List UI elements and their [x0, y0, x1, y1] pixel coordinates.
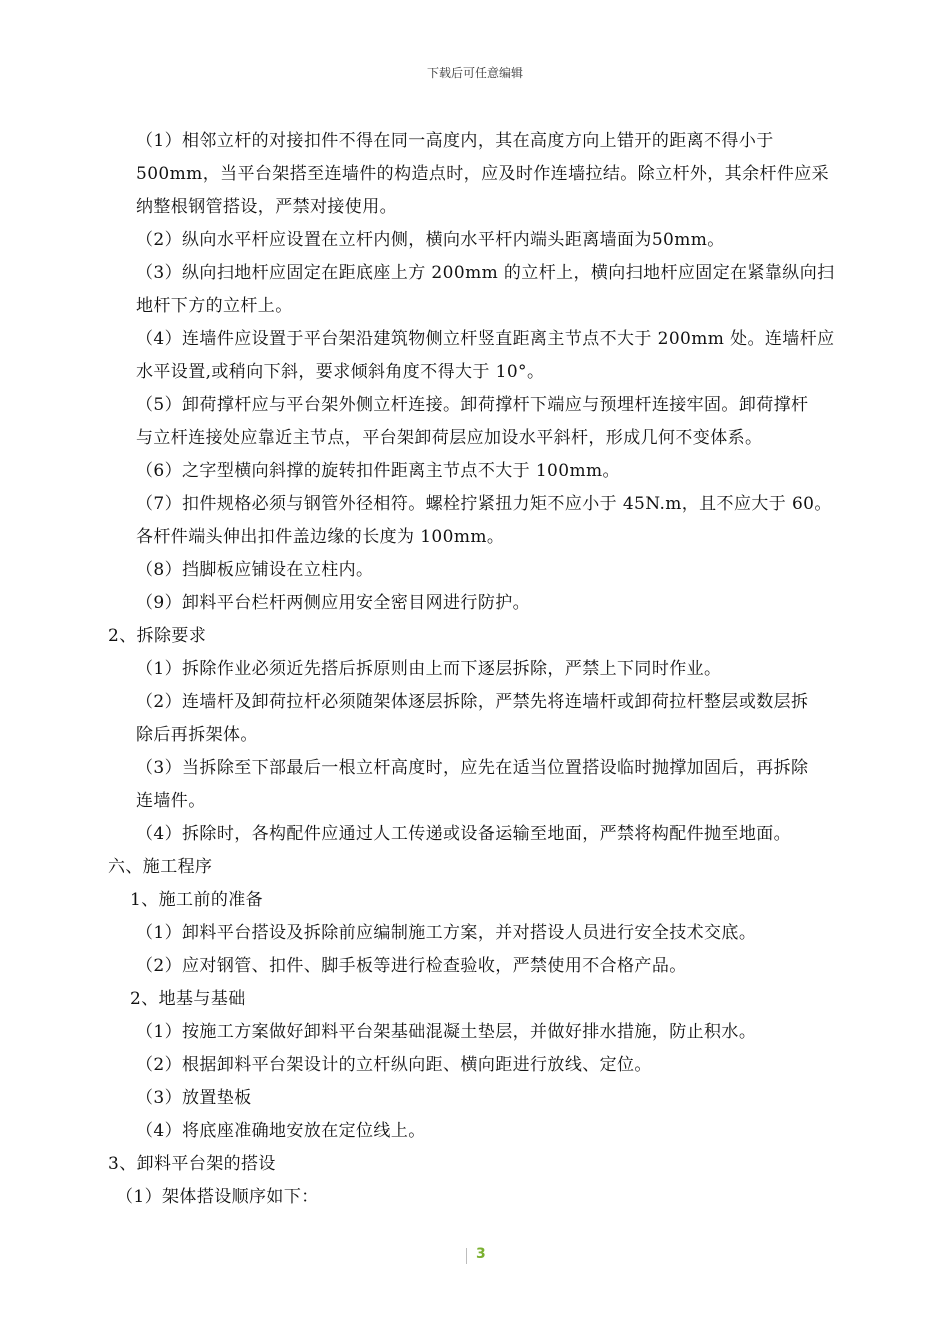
paragraph-line: （1）架体搭设顺序如下： [116, 1187, 319, 1207]
paragraph-line: （1）按施工方案做好卸料平台架基础混凝土垫层，并做好排水措施，防止积水。 [136, 1022, 757, 1042]
paragraph-line: 连墙件。 [136, 791, 206, 811]
page-number: 3 [476, 1246, 486, 1262]
paragraph-line: 水平设置,或稍向下斜，要求倾斜角度不得大于 10°。 [136, 362, 545, 382]
paragraph-line: （6）之字型横向斜撑的旋转扣件距离主节点不大于 100mm。 [136, 461, 620, 481]
paragraph-line: 500mm，当平台架搭至连墙件的构造点时，应及时作连墙拉结。除立杆外，其余杆件应采 [136, 164, 830, 184]
section-heading: 2、地基与基础 [130, 989, 246, 1009]
paragraph-line: （3）当拆除至下部最后一根立杆高度时，应先在适当位置搭设临时抛撑加固后，再拆除 [136, 758, 809, 778]
section-heading: 2、拆除要求 [108, 626, 207, 646]
paragraph-line: （1）相邻立杆的对接扣件不得在同一高度内，其在高度方向上错开的距离不得小于 [136, 131, 774, 151]
paragraph-line: 除后再拆架体。 [136, 725, 258, 745]
paragraph-line: （9）卸料平台栏杆两侧应用安全密目网进行防护。 [136, 593, 531, 613]
section-heading: 1、施工前的准备 [130, 890, 264, 910]
paragraph-line: （2）纵向水平杆应设置在立杆内侧，横向水平杆内端头距离墙面为50mm。 [136, 230, 725, 250]
paragraph-line: 与立杆连接处应靠近主节点，平台架卸荷层应加设水平斜杆，形成几何不变体系。 [136, 428, 763, 448]
paragraph-line: （1）拆除作业必须近先搭后拆原则由上而下逐层拆除，严禁上下同时作业。 [136, 659, 722, 679]
paragraph-line: （3）纵向扫地杆应固定在距底座上方 200mm 的立杆上，横向扫地杆应固定在紧靠纵向扫 [136, 263, 835, 283]
footer-divider [466, 1248, 467, 1264]
paragraph-line: （8）挡脚板应铺设在立柱内。 [136, 560, 374, 580]
paragraph-line: （4）拆除时，各构配件应通过人工传递或设备运输至地面，严禁将构配件抛至地面。 [136, 824, 792, 844]
paragraph-line: （4）连墙件应设置于平台架沿建筑物侧立杆竖直距离主节点不大于 200mm 处。连墙杆应 [136, 329, 835, 349]
paragraph-line: （4）将底座准确地安放在定位线上。 [136, 1121, 426, 1141]
page-header: 下载后可任意编辑 [426, 66, 523, 80]
chapter-heading: 六、施工程序 [108, 857, 213, 877]
paragraph-line: 地杆下方的立杆上。 [136, 296, 293, 316]
paragraph-line: （3）放置垫板 [136, 1088, 252, 1108]
paragraph-line: 各杆件端头伸出扣件盖边缘的长度为 100mm。 [136, 527, 505, 547]
paragraph-line: （2）根据卸料平台架设计的立杆纵向距、横向距进行放线、定位。 [136, 1055, 652, 1075]
paragraph-line: （1）卸料平台搭设及拆除前应编制施工方案，并对搭设人员进行安全技术交底。 [136, 923, 757, 943]
paragraph-line: 纳整根钢管搭设，严禁对接使用。 [136, 197, 397, 217]
section-heading: 3、卸料平台架的搭设 [108, 1154, 276, 1174]
paragraph-line: （7）扣件规格必须与钢管外径相符。螺栓拧紧扭力矩不应小于 45N.m，且不应大于 60。 [136, 494, 832, 514]
paragraph-line: （2）连墙杆及卸荷拉杆必须随架体逐层拆除，严禁先将连墙杆或卸荷拉杆整层或数层拆 [136, 692, 809, 712]
paragraph-line: （2）应对钢管、扣件、脚手板等进行检查验收，严禁使用不合格产品。 [136, 956, 687, 976]
paragraph-line: （5）卸荷撑杆应与平台架外侧立杆连接。卸荷撑杆下端应与预埋杆连接牢固。卸荷撑杆 [136, 395, 809, 415]
